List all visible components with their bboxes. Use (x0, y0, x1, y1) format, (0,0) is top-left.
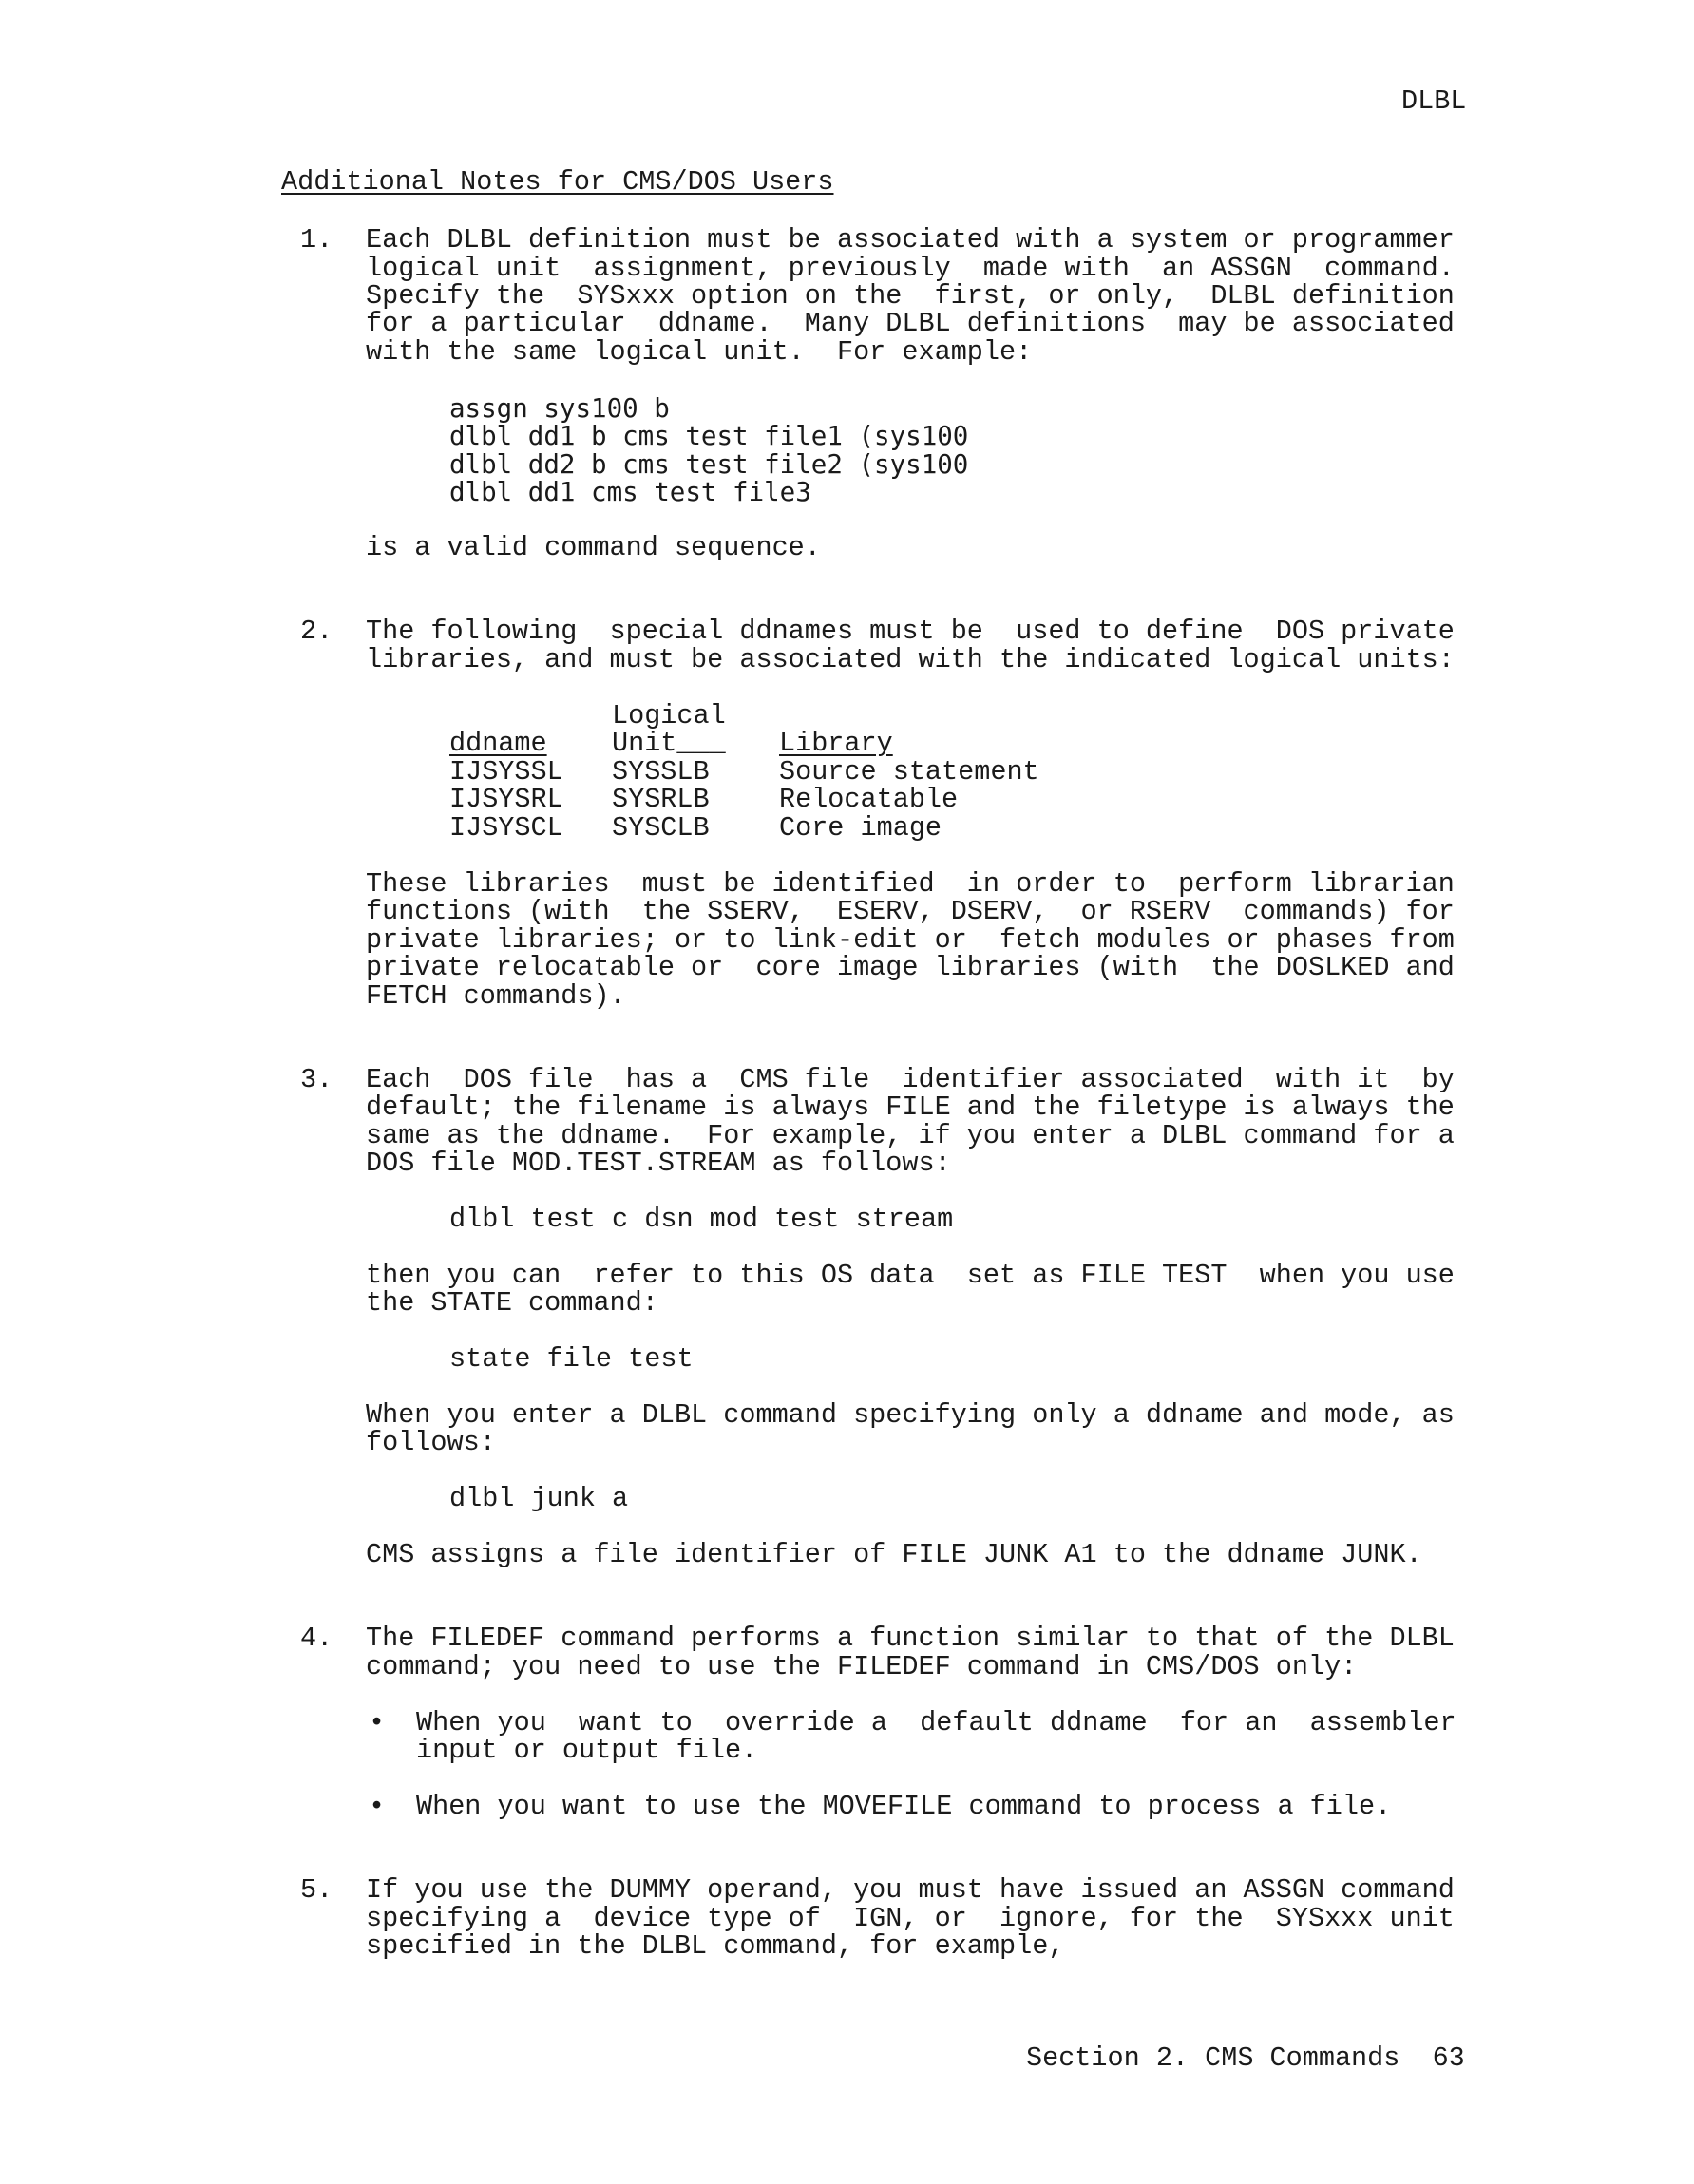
table-header-library: Library (779, 728, 893, 759)
note-2-after: private libraries; or to link-edit or fetch modules or phases from (366, 924, 1455, 956)
table-cell-unit: SYSCLB (612, 812, 710, 844)
note-1-line: for a particular ddname. Many DLBL definitions may be associated (366, 308, 1455, 339)
table-cell-ddname: IJSYSRL (449, 784, 563, 815)
note-3-text: the STATE command: (366, 1287, 658, 1319)
note-1-line: Each DLBL definition must be associated with a system or programmer (366, 224, 1455, 256)
code-line: dlbl junk a (449, 1483, 629, 1514)
note-4-line: command; you need to use the FILEDEF command in CMS/DOS only: (366, 1651, 1358, 1682)
code-line: assgn sys100 b (449, 393, 670, 424)
code-line: dlbl dd1 cms test file3 (449, 477, 811, 507)
note-2-after: private relocatable or core image libraries (with the DOSLKED and (366, 952, 1455, 983)
code-line: dlbl dd1 b cms test file1 (sys100 (449, 421, 969, 451)
code-line: dlbl dd2 b cms test file2 (sys100 (449, 449, 969, 480)
note-number: 2. (300, 616, 333, 647)
code-line: state file test (449, 1343, 694, 1375)
table-header-unit: Unit___ (612, 728, 726, 759)
bullet-icon: • (369, 1791, 386, 1822)
note-2-line: The following special ddnames must be used to define DOS private (366, 616, 1455, 647)
section-title: Additional Notes for CMS/DOS Users (281, 166, 834, 198)
table-cell-unit: SYSRLB (612, 784, 710, 815)
page-footer: Section 2. CMS Commands 63 (1026, 2042, 1465, 2074)
code-line: dlbl test c dsn mod test stream (449, 1204, 954, 1235)
note-4-line: The FILEDEF command performs a function similar to that of the DLBL (366, 1623, 1455, 1654)
bullet-item: When you want to override a default ddname for an assembler (416, 1707, 1456, 1738)
note-5-line: specifying a device type of IGN, or ignore, for the SYSxxx unit (366, 1903, 1455, 1934)
note-1-line: Specify the SYSxxx option on the first, or only, DLBL definition (366, 280, 1455, 312)
table-cell-unit: SYSSLB (612, 756, 710, 788)
table-header-top: Logical (612, 700, 726, 731)
note-3-line: same as the ddname. For example, if you enter a DLBL command for a (366, 1120, 1455, 1151)
note-3-text: follows: (366, 1427, 496, 1458)
bullet-icon: • (369, 1707, 386, 1738)
note-number: 5. (300, 1874, 333, 1906)
running-head: DLBL (1401, 85, 1467, 117)
note-3-line: default; the filename is always FILE and the filetype is always the (366, 1092, 1455, 1123)
note-5-line: specified in the DLBL command, for example, (366, 1930, 1065, 1962)
bullet-item: input or output file. (416, 1735, 758, 1766)
note-3-line: Each DOS file has a CMS file identifier associated with it by (366, 1064, 1455, 1095)
bullet-item: When you want to use the MOVEFILE command to process a file. (416, 1791, 1392, 1822)
note-3-text: When you enter a DLBL command specifying only a ddname and mode, as (366, 1399, 1455, 1431)
note-number: 4. (300, 1623, 333, 1654)
note-2-line: libraries, and must be associated with the indicated logical units: (366, 644, 1455, 675)
table-cell-ddname: IJSYSSL (449, 756, 563, 788)
table-header-ddname: ddname (449, 728, 547, 759)
note-2-after: FETCH commands). (366, 980, 626, 1012)
table-cell-library: Source statement (779, 756, 1039, 788)
note-2-after: These libraries must be identified in order to perform librarian (366, 868, 1455, 900)
note-2-after: functions (with the SSERV, ESERV, DSERV, or RSERV commands) for (366, 896, 1455, 927)
table-cell-ddname: IJSYSCL (449, 812, 563, 844)
note-number: 3. (300, 1064, 333, 1095)
note-1-line: with the same logical unit. For example: (366, 336, 1033, 368)
note-1-after: is a valid command sequence. (366, 532, 821, 563)
note-3-text: then you can refer to this OS data set as FILE TEST when you use (366, 1260, 1455, 1291)
table-cell-library: Core image (779, 812, 942, 844)
note-1-line: logical unit assignment, previously made with an ASSGN command. (366, 253, 1455, 284)
table-cell-library: Relocatable (779, 784, 959, 815)
note-5-line: If you use the DUMMY operand, you must have issued an ASSGN command (366, 1874, 1455, 1906)
note-number: 1. (300, 224, 333, 256)
note-3-line: DOS file MOD.TEST.STREAM as follows: (366, 1148, 951, 1179)
note-3-after: CMS assigns a file identifier of FILE JUNK A1 to the ddname JUNK. (366, 1539, 1422, 1570)
